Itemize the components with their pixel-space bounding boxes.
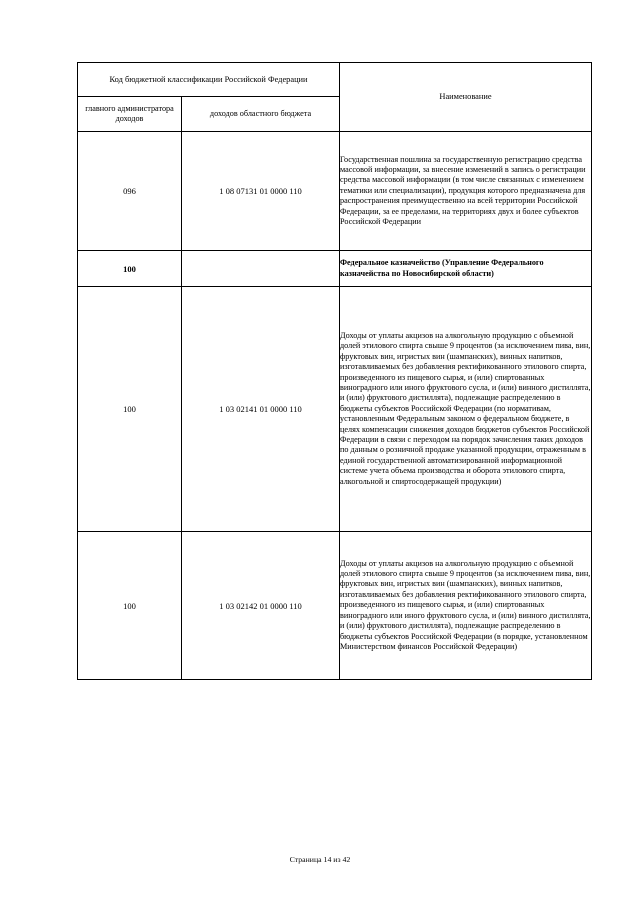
header-row-main: [78, 63, 592, 97]
header-revenue-code: доходов областного бюджета: [182, 97, 340, 132]
name-cell: Государственная пошлина за государственную регистрацию средства массовой информации, за внесение изменений в запись о регистрации средства массовой информации (в том числе связанных с изменением тематики или специализации), продукция которого предназначена для распространения преимущественно на всей территории Российской Федерации, за ее пределами, на территориях двух и более субъектов Российской Федерации: [340, 132, 592, 251]
page-number: Страница 14 из 42: [289, 855, 351, 864]
table-row-section: [78, 251, 592, 287]
admin-code-cell: 100: [78, 287, 182, 532]
budget-classification-table: [77, 62, 592, 680]
table-row: [78, 132, 592, 251]
revenue-code-cell: [182, 251, 340, 287]
admin-code-cell: 100: [78, 532, 182, 680]
name-cell: Доходы от уплаты акцизов на алкогольную продукцию с объемной долей этилового спирта свыше 9 процентов (за исключением пива, вин, фруктовых вин, игристых вин (шампанских), винных напитков, изготавливаемых без добавления ректификованного этилового спирта, произведенного из пищевого сырья, и (или) спиртованных виноградного или иного фруктового сусла, и (или) винного дистиллята, и (или) фруктового дистиллята), подлежащие распределению в бюджеты субъектов Российской Федерации (по нормативам, установленным Федеральным законом о федеральном бюджете, в целях компенсации снижения доходов бюджетов субъектов Российской Федерации в связи с переходом на порядок зачисления таких доходов по данным о розничной продаже указанной продукции, отраженным в единой государственной автоматизированной информационной системе учета объема производства и оборота этилового спирта, алкогольной и спиртосодержащей продукции): [340, 287, 592, 532]
header-budget-code: Код бюджетной классификации Российской Федерации: [78, 63, 340, 97]
header-name: Наименование: [340, 63, 592, 132]
admin-code-cell: 100: [78, 251, 182, 287]
table-row: [78, 287, 592, 532]
revenue-code-cell: 1 08 07131 01 0000 110: [182, 132, 340, 251]
table-row: [78, 532, 592, 680]
header-admin: главного администратора доходов: [78, 97, 182, 132]
name-cell: Федеральное казначейство (Управление Федерального казначейства по Новосибирской области): [340, 251, 592, 287]
revenue-code-cell: 1 03 02141 01 0000 110: [182, 287, 340, 532]
admin-code-cell: 096: [78, 132, 182, 251]
name-cell: Доходы от уплаты акцизов на алкогольную продукцию с объемной долей этилового спирта свыше 9 процентов (за исключением пива, вин, фруктовых вин, игристых вин (шампанских), винных напитков, изготавливаемых без добавления ректификованного этилового спирта, произведенного из пищевого сырья, и (или) спиртованных виноградного или иного фруктового сусла, и (или) винного дистиллята, и (или) фруктового дистиллята), подлежащие распределению в бюджеты субъектов Российской Федерации (в порядке, установленном Министерством финансов Российской Федерации): [340, 532, 592, 680]
revenue-code-cell: 1 03 02142 01 0000 110: [182, 532, 340, 680]
